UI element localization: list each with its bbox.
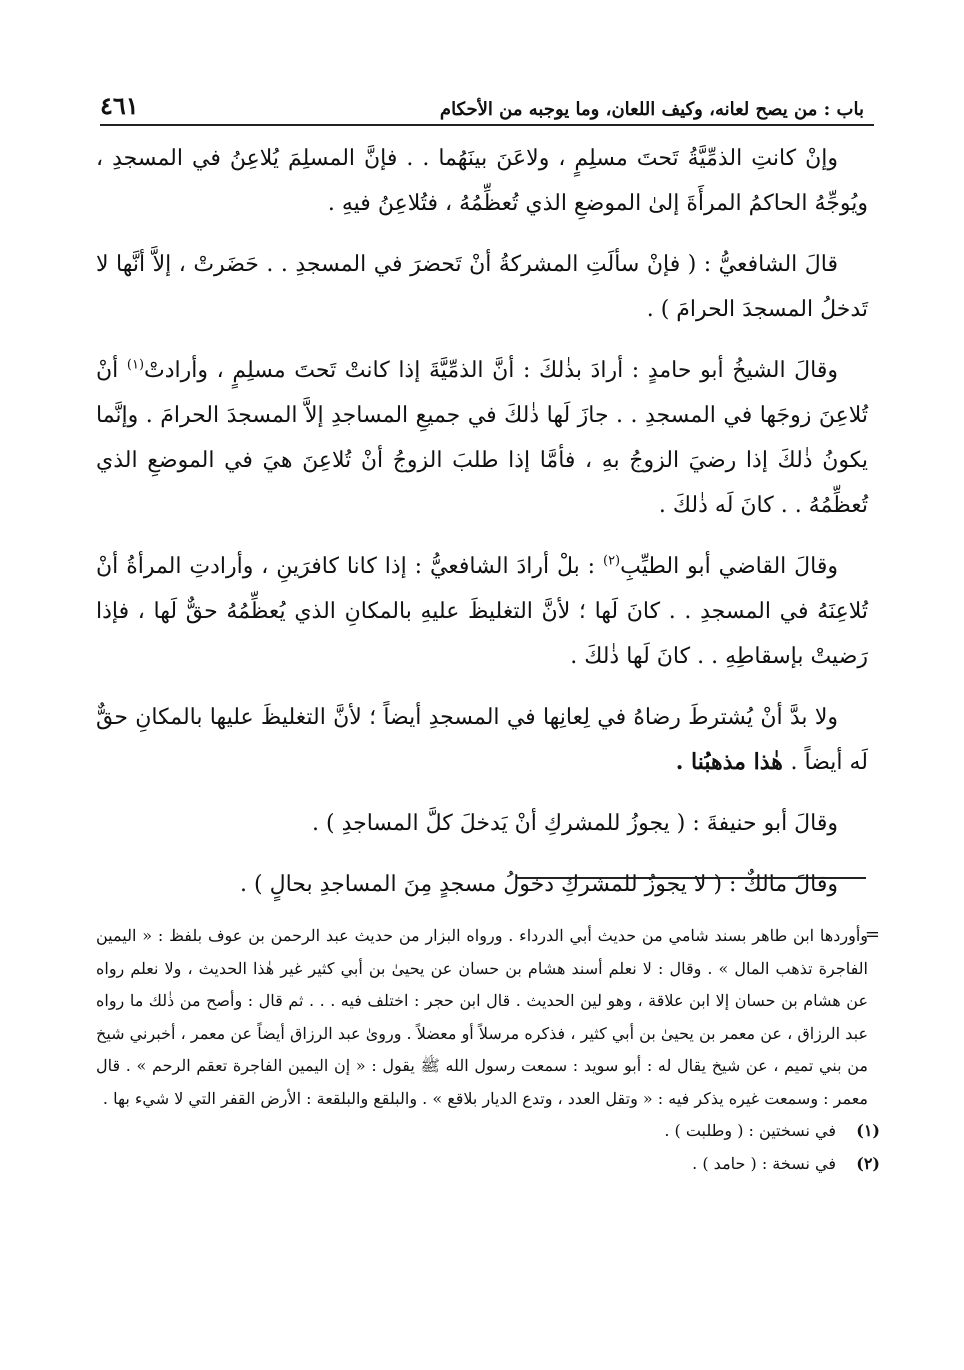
- paragraph-4-mid: : بلْ أرادَ الشافعيُّ : إذا كانا كافرَينِ ، وأرادتِ المرأةُ: [126, 554, 603, 579]
- footnote-1-number: (١): [856, 1121, 880, 1140]
- paragraph-5-text: ولا بدَّ أنْ يُشترطَ رضاهُ في لِعانِها في المسجدِ أيضاً ؛ لأنَّ التغليظَ عليها بالمكانِ حقٌّ لَه أيضاً .: [96, 705, 868, 775]
- footnote-1-text: في نسختين : ( وطلبت ) .: [664, 1121, 836, 1140]
- paragraph-5-conclusion: هٰذا مذهبُنا .: [675, 749, 791, 775]
- continuation-mark: =: [864, 924, 880, 945]
- chapter-title: باب : من يصح لعانه، وكيف اللعان، وما يوجبه من الأحكام: [439, 99, 864, 120]
- footnote-rule: [516, 877, 866, 879]
- footnote-continuation: وأوردها ابن طاهر بسند شامي من حديث أبي الدرداء . ورواه البزار من حديث عبد الرحمن بن عوف بلفظ : « اليمين الفاجرة تذهب المال » . وقال : لا نعلم أسند هشام بن حسان عن يحيىٰ بن أبي كثير غير هٰذا الحديث ، ولا نعلم رواه عن هشام بن حسان إلا ابن علاقة ، وهو لين الحديث . قال ابن حجر : اختلف فيه . . . ثم قال : وأصح من ذٰلك ما رواه عبد الرزاق ، عن معمر بن يحيىٰ بن أبي كثير ، فذكره مرسلاً أو معضلاً . وروىٰ عبد الرزاق أيضاً عن معمر ، أخبرني شيخ من بني تميم ، عن شيخ يقال له : أبو سويد : سمعت رسول الله ﷺ يقول : « إن اليمين الفاجرة تعقم الرحم » . قال معمر : وسمعت غيره يذكر فيه : « وتقل العدد ، وتدع الديار بلاقع » . والبلقع والبلقعة : الأرض القفر التي لا شيء بها .: [96, 926, 868, 1108]
- footnote-ref-2[interactable]: (٢): [602, 553, 621, 569]
- main-text: [96, 136, 868, 923]
- paragraph-6: وقالَ أبو حنيفةَ : ( يجوزُ للمشركِ أنْ يَدخلَ كلَّ المساجدِ ) .: [312, 811, 838, 836]
- paragraph-1: وإنْ كانتِ الذمِّيَّةُ تَحتَ مسلِمٍ ، ولاعَنَ بينَهُما . . فإنَّ المسلِمَ يُلاعِنُ في المسجدِ ، ويُوجِّهُ الحاكمُ المرأَةَ إلىٰ الموضعِ الذي تُعظِّمُهُ ، فتُلاعِنُ فيهِ .: [96, 146, 868, 216]
- paragraph-4: [96, 544, 868, 679]
- footnote-2: [96, 1148, 880, 1181]
- footnote-1: [96, 1115, 880, 1148]
- paragraph-4-rest: أنْ تُلاعِنَهُ في المسجدِ . . كانَ لَها ؛ لأنَّ التغليظَ عليهِ بالمكانِ الذي يُعظِّمُهُ حقٌّ لَها ، فإذا رَضيتْ بإسقاطِهِ . . كانَ لَها ذٰلكَ .: [96, 554, 868, 669]
- paragraph-3: [96, 348, 868, 528]
- paragraph-2: قالَ الشافعيُّ : ( فإنْ سألَتِ المشركةُ أنْ تَحضرَ في المسجدِ . . حَضَرتْ ، إلاَّ أنَّها لا تَدخلُ المسجدَ الحرامَ ) .: [96, 252, 868, 322]
- page-header: [100, 86, 864, 120]
- footnote-ref-1[interactable]: (١): [126, 357, 145, 373]
- header-rule: [100, 124, 874, 126]
- footnote-2-number: (٢): [856, 1153, 880, 1173]
- footnotes: [96, 920, 880, 1180]
- paragraph-7: وقالَ مالكٌ : ( لا يجوزُ للمشركِ دخولُ مسجدٍ مِنَ المساجدِ بحالٍ ) .: [240, 872, 838, 897]
- paragraph-4-start: وقالَ القاضي أبو الطيِّبِ: [620, 554, 838, 579]
- paragraph-3-rest: أنْ تُلاعِنَ زوجَها في المسجدِ . . جازَ لَها ذٰلكَ في جميعِ المساجدِ إلاَّ المسجدَ الحرامَ . وإنَّما يكونُ ذٰلكَ إذا رضيَ الزوجُ بهِ ، فأمَّا إذا طلبَ الزوجُ أنْ تُلاعِنَ هيَ في الموضعِ الذي تُعظِّمُهُ . . كانَ لَه ذٰلكَ .: [96, 358, 868, 518]
- footnote-2-text: في نسخة : ( حامد ) .: [692, 1153, 836, 1173]
- paragraph-5: [96, 695, 868, 785]
- page-number: ٤٦١: [100, 91, 139, 120]
- paragraph-3-start: وقالَ الشيخُ أبو حامدٍ : أرادَ بذٰلكَ : أنَّ الذمِّيَّةَ إذا كانتْ تَحتَ مسلِمٍ ، وأرادتْ: [144, 358, 838, 383]
